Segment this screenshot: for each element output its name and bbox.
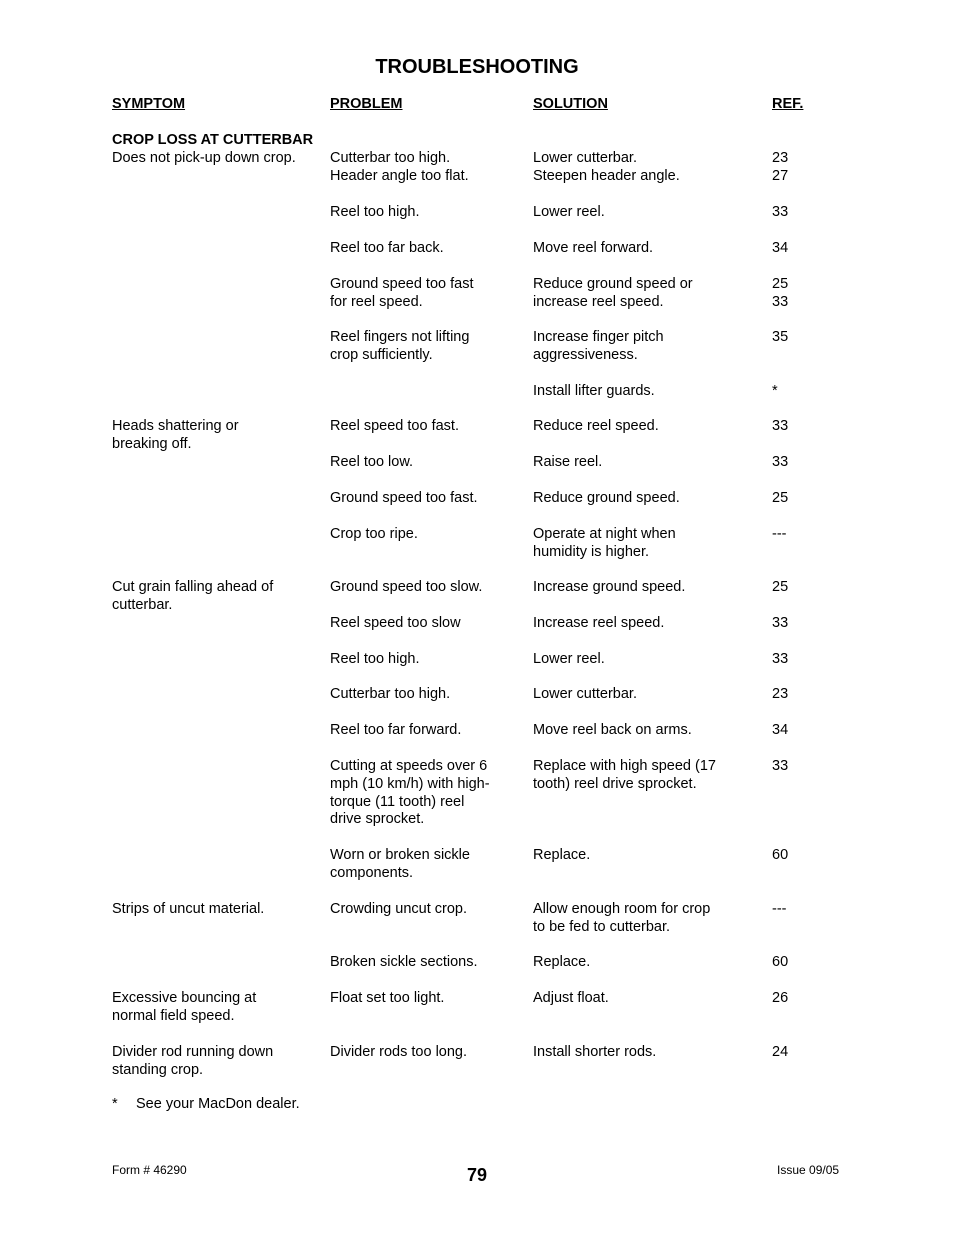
header-symptom: SYMPTOM	[112, 96, 186, 112]
solution-cell: Reduce reel speed.	[533, 418, 659, 434]
header-problem: PROBLEM	[330, 96, 403, 112]
solution-cell: Replace.	[533, 954, 591, 970]
ref-cell: 25 33	[772, 276, 789, 310]
ref-cell: 26	[772, 990, 789, 1006]
solution-cell: Operate at night when humidity is higher.	[533, 526, 676, 560]
ref-cell: 25	[772, 490, 789, 506]
problem-cell: Reel too far forward.	[330, 722, 462, 738]
ref-cell: 33	[772, 758, 789, 774]
solution-cell: Lower reel.	[533, 651, 605, 667]
problem-cell: Reel too low.	[330, 454, 414, 470]
issue-date: Issue 09/05	[777, 1163, 840, 1177]
header-ref: REF.	[772, 96, 804, 112]
solution-cell: Reduce ground speed or increase reel speed.	[533, 276, 693, 310]
problem-cell: Ground speed too slow.	[330, 579, 483, 595]
problem-cell: Worn or broken sickle components.	[330, 847, 470, 881]
solution-cell: Raise reel.	[533, 454, 603, 470]
solution-cell: Lower cutterbar.	[533, 686, 637, 702]
solution-cell: Adjust float.	[533, 990, 609, 1006]
problem-cell: Crop too ripe.	[330, 526, 418, 542]
ref-cell: 33	[772, 454, 789, 470]
ref-cell: 60	[772, 847, 789, 863]
ref-cell: *	[772, 383, 778, 399]
solution-cell: Increase ground speed.	[533, 579, 686, 595]
solution-cell: Install shorter rods.	[533, 1044, 657, 1060]
ref-cell: 33	[772, 615, 789, 631]
solution-cell: Install lifter guards.	[533, 383, 655, 399]
ref-cell: 34	[772, 722, 789, 738]
ref-cell: ---	[772, 526, 787, 542]
solution-cell: Replace with high speed (17 tooth) reel drive sprocket.	[533, 758, 716, 792]
solution-cell: Lower cutterbar. Steepen header angle.	[533, 150, 680, 184]
problem-cell: Ground speed too fast for reel speed.	[330, 276, 474, 310]
ref-cell: 34	[772, 240, 789, 256]
symptom-cell: Divider rod running down standing crop.	[112, 1044, 274, 1078]
ref-cell: 33	[772, 204, 789, 220]
ref-cell: ---	[772, 901, 787, 917]
problem-cell: Ground speed too fast.	[330, 490, 478, 506]
problem-cell: Reel too high.	[330, 204, 420, 220]
ref-cell: 60	[772, 954, 789, 970]
solution-cell: Reduce ground speed.	[533, 490, 680, 506]
footnote-text: See your MacDon dealer.	[136, 1096, 300, 1112]
ref-cell: 33	[772, 418, 789, 434]
solution-cell: Move reel forward.	[533, 240, 654, 256]
page-title: TROUBLESHOOTING	[375, 56, 579, 78]
symptom-cell: Cut grain falling ahead of cutterbar.	[112, 579, 274, 613]
section-heading: CROP LOSS AT CUTTERBAR	[112, 132, 314, 148]
form-number: Form # 46290	[112, 1163, 187, 1177]
solution-cell: Replace.	[533, 847, 591, 863]
symptom-cell: Does not pick-up down crop.	[112, 150, 296, 166]
problem-cell: Float set too light.	[330, 990, 445, 1006]
header-solution: SOLUTION	[533, 96, 608, 112]
symptom-cell: Excessive bouncing at normal field speed.	[112, 990, 257, 1024]
problem-cell: Reel speed too fast.	[330, 418, 459, 434]
solution-cell: Allow enough room for crop to be fed to cutterbar.	[533, 901, 711, 935]
symptom-cell: Heads shattering or breaking off.	[112, 418, 239, 452]
solution-cell: Move reel back on arms.	[533, 722, 692, 738]
solution-cell: Increase reel speed.	[533, 615, 665, 631]
problem-cell: Reel fingers not lifting crop sufficiently.	[330, 329, 470, 363]
ref-cell: 33	[772, 651, 789, 667]
problem-cell: Divider rods too long.	[330, 1044, 468, 1060]
ref-cell: 35	[772, 329, 789, 345]
problem-cell: Broken sickle sections.	[330, 954, 478, 970]
footnote-mark: *	[112, 1096, 118, 1112]
solution-cell: Lower reel.	[533, 204, 605, 220]
ref-cell: 25	[772, 579, 789, 595]
problem-cell: Reel speed too slow	[330, 615, 461, 631]
problem-cell: Reel too far back.	[330, 240, 444, 256]
symptom-cell: Strips of uncut material.	[112, 901, 265, 917]
ref-cell: 24	[772, 1044, 789, 1060]
problem-cell: Crowding uncut crop.	[330, 901, 468, 917]
problem-cell: Reel too high.	[330, 651, 420, 667]
ref-cell: 23	[772, 686, 789, 702]
problem-cell: Cutting at speeds over 6 mph (10 km/h) with high- torque (11 tooth) reel drive sprocket.	[330, 758, 490, 828]
solution-cell: Increase finger pitch aggressiveness.	[533, 329, 664, 363]
problem-cell: Cutterbar too high. Header angle too flat.	[330, 150, 469, 184]
ref-cell: 23 27	[772, 150, 789, 184]
problem-cell: Cutterbar too high.	[330, 686, 451, 702]
page-number: 79	[466, 1165, 488, 1185]
